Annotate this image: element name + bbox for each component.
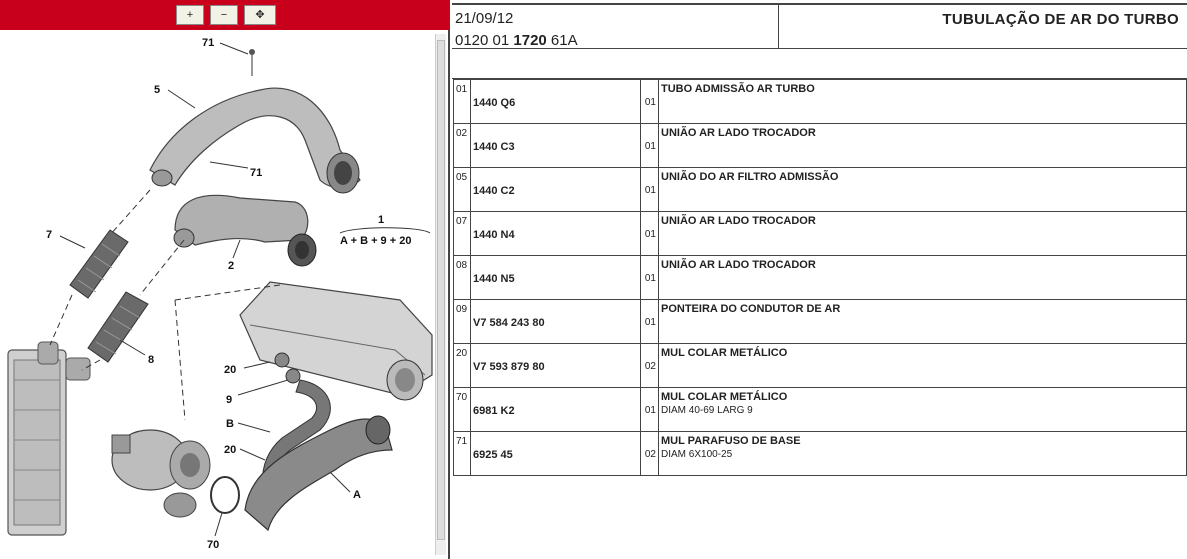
- scrollbar-thumb[interactable]: [437, 40, 445, 540]
- callout-8: 8: [148, 354, 155, 366]
- part-index: 71: [454, 432, 471, 476]
- callout-71-mid: 71: [250, 167, 263, 179]
- exploded-parts-diagram[interactable]: [0, 30, 436, 559]
- part-reference[interactable]: 6981 K2: [471, 388, 641, 432]
- diagram-toolbar: [0, 0, 450, 30]
- part-index: 07: [454, 212, 471, 256]
- callout-70: 70: [207, 539, 220, 551]
- part-description: UNIÃO DO AR FILTRO ADMISSÃO: [659, 168, 1187, 212]
- part-description: TUBO ADMISSÃO AR TURBO: [659, 80, 1187, 124]
- callout-b: B: [226, 418, 234, 430]
- pipe-a-illustration: [245, 416, 392, 530]
- part-description: MUL COLAR METÁLICO DIAM 40-69 LARG 9: [659, 388, 1187, 432]
- part-index: 02: [454, 124, 471, 168]
- callout-assembly: A + B + 9 + 20: [340, 235, 412, 247]
- part-quantity: 01: [641, 388, 659, 432]
- part-quantity: 01: [641, 300, 659, 344]
- pan-icon: ✥: [255, 9, 265, 21]
- callout-1: 1: [378, 214, 385, 226]
- table-row[interactable]: [454, 344, 1187, 388]
- callout-71-top: 71: [202, 37, 215, 49]
- part-index: 20: [454, 344, 471, 388]
- part-reference[interactable]: V7 584 243 80: [471, 300, 641, 344]
- callout-5: 5: [154, 84, 161, 96]
- part-index: 08: [454, 256, 471, 300]
- header-divider: [778, 5, 779, 49]
- parts-table: [453, 79, 1187, 476]
- parts-header: [452, 3, 1187, 49]
- callout-7: 7: [46, 229, 53, 241]
- table-row[interactable]: [454, 212, 1187, 256]
- table-row[interactable]: [454, 256, 1187, 300]
- catalog-reference: 0120 01 1720 61A: [455, 32, 578, 49]
- table-row[interactable]: [454, 388, 1187, 432]
- part-reference[interactable]: 1440 Q6: [471, 80, 641, 124]
- callout-2: 2: [228, 260, 235, 272]
- callout-20-bottom: 20: [224, 444, 237, 456]
- diagram-scrollbar[interactable]: [435, 34, 446, 555]
- part-description: UNIÃO AR LADO TROCADOR: [659, 212, 1187, 256]
- bolt-71-head: [249, 49, 255, 55]
- clamp-70-illustration: [211, 477, 239, 513]
- zoom-out-icon: −: [220, 9, 228, 21]
- page-title: TUBULAÇÃO DE AR DO TURBO: [942, 11, 1179, 28]
- part-quantity: 01: [641, 124, 659, 168]
- callout-20-top: 20: [224, 364, 237, 376]
- callout-a: A: [353, 489, 361, 501]
- pan-button[interactable]: [244, 5, 276, 25]
- diagram-panel: [0, 0, 450, 559]
- part-reference[interactable]: 1440 N4: [471, 212, 641, 256]
- part-2-illustration: [174, 195, 316, 266]
- part-description: UNIÃO AR LADO TROCADOR: [659, 124, 1187, 168]
- part-reference[interactable]: 1440 C3: [471, 124, 641, 168]
- part-index: 70: [454, 388, 471, 432]
- part-description: UNIÃO AR LADO TROCADOR: [659, 256, 1187, 300]
- table-row[interactable]: [454, 432, 1187, 476]
- parts-panel: [452, 0, 1187, 559]
- part-reference[interactable]: 6925 45: [471, 432, 641, 476]
- part-description: MUL COLAR METÁLICO: [659, 344, 1187, 388]
- part-quantity: 01: [641, 212, 659, 256]
- part-index: 01: [454, 80, 471, 124]
- part-index: 09: [454, 300, 471, 344]
- intercooler-illustration: [8, 342, 90, 535]
- table-row[interactable]: [454, 124, 1187, 168]
- catalog-date: 21/09/12: [455, 10, 514, 27]
- header-spacer: [452, 49, 1187, 79]
- zoom-out-button[interactable]: [210, 5, 238, 25]
- zoom-in-button[interactable]: [176, 5, 204, 25]
- part-reference[interactable]: 1440 C2: [471, 168, 641, 212]
- hose-7-illustration: [70, 230, 128, 298]
- intake-manifold-illustration: [240, 282, 432, 400]
- part-quantity: 01: [641, 80, 659, 124]
- part-quantity: 01: [641, 256, 659, 300]
- part-quantity: 02: [641, 344, 659, 388]
- part-reference[interactable]: 1440 N5: [471, 256, 641, 300]
- turbocharger-illustration: [112, 430, 210, 517]
- part-index: 05: [454, 168, 471, 212]
- part-reference[interactable]: V7 593 879 80: [471, 344, 641, 388]
- table-row[interactable]: [454, 80, 1187, 124]
- zoom-in-icon: +: [186, 9, 194, 21]
- callout-9: 9: [226, 394, 233, 406]
- part-description: PONTEIRA DO CONDUTOR DE AR: [659, 300, 1187, 344]
- table-row[interactable]: [454, 168, 1187, 212]
- part-quantity: 01: [641, 168, 659, 212]
- part-quantity: 02: [641, 432, 659, 476]
- part-description: MUL PARAFUSO DE BASE DIAM 6X100-25: [659, 432, 1187, 476]
- table-row[interactable]: [454, 300, 1187, 344]
